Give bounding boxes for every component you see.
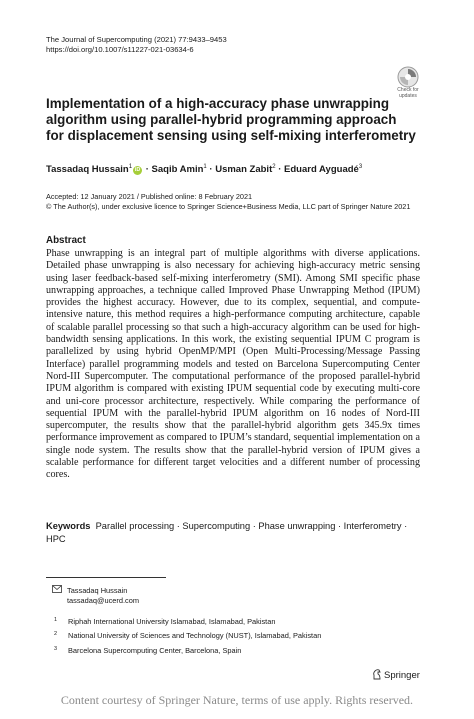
author-name[interactable]: Saqib Amin (151, 164, 204, 175)
author-separator: · (143, 164, 152, 175)
publisher-name: Springer (384, 670, 420, 681)
affiliation-number: 3 (54, 646, 58, 652)
author-separator: · (275, 164, 285, 175)
affiliation-number: 2 (54, 631, 58, 637)
affiliation-text: Riphah International University Islamabad, Islamabad, Pakistan (68, 617, 276, 626)
author-affiliation-ref: 1 (128, 164, 133, 170)
affiliation-item (54, 646, 242, 655)
check-for-label: Check for (397, 87, 419, 93)
keywords-heading: Keywords (46, 521, 91, 531)
keywords-section (46, 520, 420, 546)
corresponding-author (67, 586, 139, 606)
author-affiliation-ref: 2 (272, 164, 276, 170)
author-affiliation-ref: 1 (203, 164, 207, 170)
affiliation-item (54, 617, 276, 626)
footnote-divider (46, 577, 166, 578)
springer-horse-icon (372, 669, 382, 680)
publication-dates (46, 192, 410, 212)
affiliation-text: Barcelona Supercomputing Center, Barcelona, Spain (68, 646, 242, 655)
crossmark-icon (393, 66, 423, 88)
abstract-text: Phase unwrapping is an integral part of multiple algorithms with diverse applications. Detailed phase unwrapping is also necessary for achieving high-accuracy metric sensing using laser feedback-based self-mixing interferometry (SMI). Among SMI specific phase unwrapping approaches, a technique called Improved Phase Unwrapping Method (IPUM) provides the highest accuracy. However, due to its complex, sequential, and compute-intensive nature, this method requires a high-performance computing architecture, capable of scalable parallel processing so that such a high-accuracy algorithm can be used for high-bandwidth sensing applications. In this work, the existing sequential IPUM C program is parallelized by using hybrid OpenMP/MPI (Open Multi-Processing/Message Passing Interface) parallel programming models and tested on Barcelona Supercomputing Center Nord-III Supercomputer. The computational performance of the proposed parallel-hybrid IPUM algorithm is compared with existing IPUM sequential code by executing multi-core and uni-core processor architecture, respectively. While comparing the performance of sequential IPUM with the parallel-hybrid IPUM algorithm on 16 nodes of Nord-III supercomputer, the results show that the parallel-hybrid algorithm gets 345.9x times performance improvement as compared to IPUM’s standard, sequential implementation on a single node system. The results show that the parallel-hybrid version of IPUM gives a scalable performance for different target velocities and a different number of processing cores. (46, 248, 420, 481)
author-separator: · (206, 164, 216, 175)
keywords-list: Parallel processing · Supercomputing · Phase unwrapping · Interferometry · HPC (46, 521, 408, 544)
author-name[interactable]: Usman Zabit (215, 164, 273, 175)
doi-link[interactable]: https://doi.org/10.1007/s11227-021-03634-6 (46, 45, 194, 54)
envelope-icon (52, 585, 62, 595)
abstract-heading: Abstract (46, 235, 86, 246)
orcid-icon[interactable]: iD (134, 167, 141, 173)
affiliation-number: 1 (54, 617, 58, 623)
title-line: Implementation of a high-accuracy phase unwrapping (46, 96, 390, 111)
copyright-notice: © The Author(s), under exclusive licence to Springer Science+Business Media, LLC part of Springer Nature 2021 (46, 202, 411, 211)
affiliation-text: National University of Sciences and Technology (NUST), Islamabad, Pakistan (68, 631, 322, 640)
springer-logo (372, 669, 420, 681)
journal-header (46, 35, 227, 55)
check-for-updates-badge[interactable] (393, 66, 423, 100)
title-line: for displacement sensing using self-mixing interferometry (46, 128, 416, 143)
title-line: algorithm using parallel-hybrid programming approach (46, 112, 397, 127)
corresponding-author-email[interactable]: tassadaq@ucerd.com (67, 596, 140, 605)
corresponding-author-name: Tassadaq Hussain (67, 586, 128, 595)
affiliation-item (54, 631, 322, 640)
author-affiliation-ref: 3 (358, 164, 363, 170)
author-list (46, 164, 362, 175)
author-name[interactable]: Eduard Ayguadé (284, 164, 359, 175)
courtesy-notice: Content courtesy of Springer Nature, terms of use apply. Rights reserved. (60, 693, 414, 707)
accepted-published-dates: Accepted: 12 January 2021 / Published online: 8 February 2021 (46, 192, 253, 201)
updates-label: updates (399, 92, 417, 99)
journal-citation: The Journal of Supercomputing (2021) 77:9433–9453 (46, 35, 227, 44)
author-name[interactable]: Tassadaq Hussain (46, 164, 129, 175)
